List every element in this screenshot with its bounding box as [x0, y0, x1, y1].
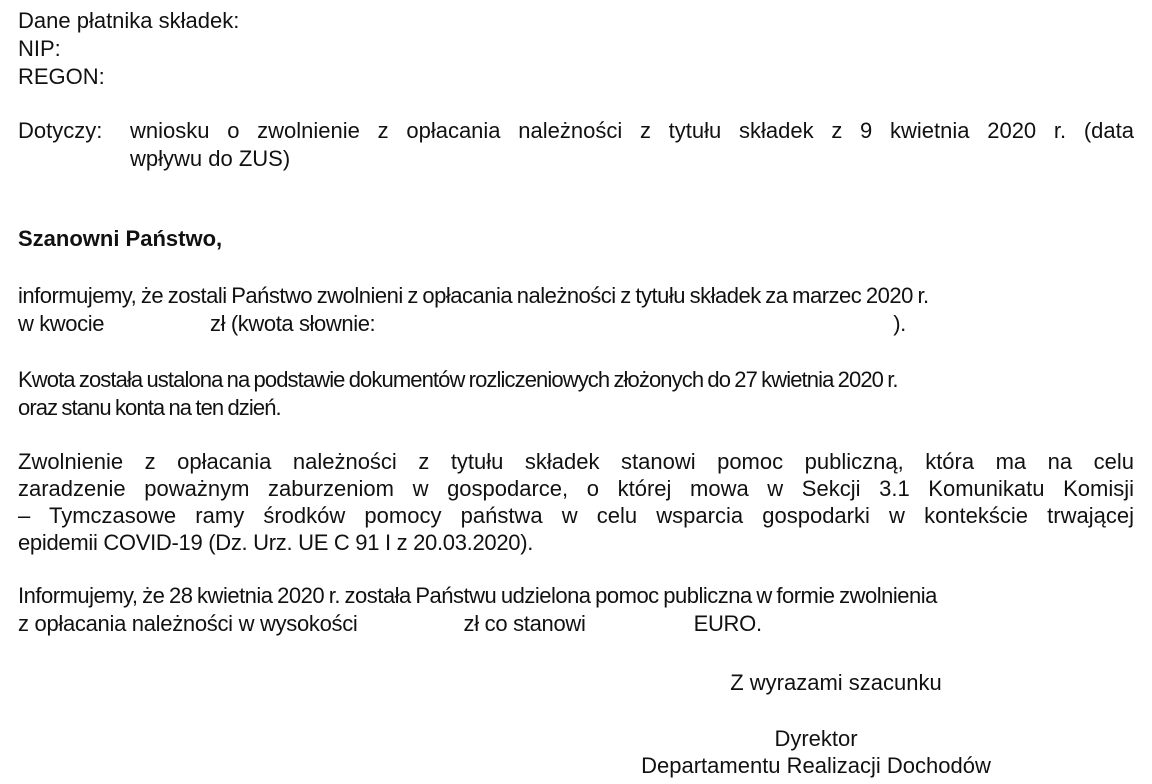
- signatory-title: Dyrektor: [774, 726, 858, 751]
- aid-prefix: z opłacania należności w wysokości: [18, 611, 358, 636]
- signatory-department: Departamentu Realizacji Dochodów: [641, 753, 991, 778]
- aid-mid: zł co stanowi: [463, 611, 586, 636]
- paragraph-exemption-line-2: [18, 311, 906, 337]
- amount-suffix: ).: [893, 311, 906, 336]
- paragraph-public-aid-line-1: Zwolnienie z opłacania należności z tytułu składek stanowi pomoc publiczną, która ma na celu: [18, 449, 1134, 474]
- paragraph-aid-granted-line-1: Informujemy, że 28 kwietnia 2020 r. została Państwu udzielona pomoc publiczna w formie zwolnienia: [18, 583, 937, 608]
- paragraph-public-aid-line-4: epidemii COVID-19 (Dz. Urz. UE C 91 I z 20.03.2020).: [18, 530, 534, 555]
- nip-row: [18, 36, 61, 62]
- subject-label: Dotyczy:: [18, 118, 103, 143]
- paragraph-public-aid-line-3: – Tymczasowe ramy środków pomocy państwa w celu wsparcia gospodarki w kontekście trwającej: [18, 503, 1134, 528]
- amount-currency: zł (kwota słownie:: [210, 311, 376, 336]
- salutation: Szanowni Państwo,: [18, 226, 223, 251]
- payer-heading: Dane płatnika składek:: [18, 8, 240, 33]
- paragraph-basis-line-1: Kwota została ustalona na podstawie dokumentów rozliczeniowych złożonych do 27 kwietnia 2020 r.: [18, 367, 898, 392]
- subject-line-1: wniosku o zwolnienie z opłacania należności z tytułu składek z 9 kwietnia 2020 r. (data: [130, 118, 1134, 143]
- closing-regards: Z wyrazami szacunku: [730, 670, 942, 695]
- regon-row: [18, 64, 105, 90]
- aid-suffix: EURO.: [693, 611, 762, 636]
- subject-line-2: wpływu do ZUS): [130, 146, 291, 171]
- amount-prefix: w kwocie: [18, 311, 105, 336]
- paragraph-exemption-line-1: informujemy, że zostali Państwo zwolnieni z opłacania należności z tytułu składek za marzec 2020 r.: [18, 283, 929, 308]
- regon-label: REGON:: [18, 64, 105, 89]
- nip-label: NIP:: [18, 36, 61, 61]
- paragraph-basis-line-2: oraz stanu konta na ten dzień.: [18, 395, 281, 420]
- paragraph-public-aid-line-2: zaradzenie poważnym zaburzeniom w gospodarce, o której mowa w Sekcji 3.1 Komunikatu Komisji: [18, 476, 1134, 501]
- paragraph-aid-granted-line-2: [18, 611, 762, 637]
